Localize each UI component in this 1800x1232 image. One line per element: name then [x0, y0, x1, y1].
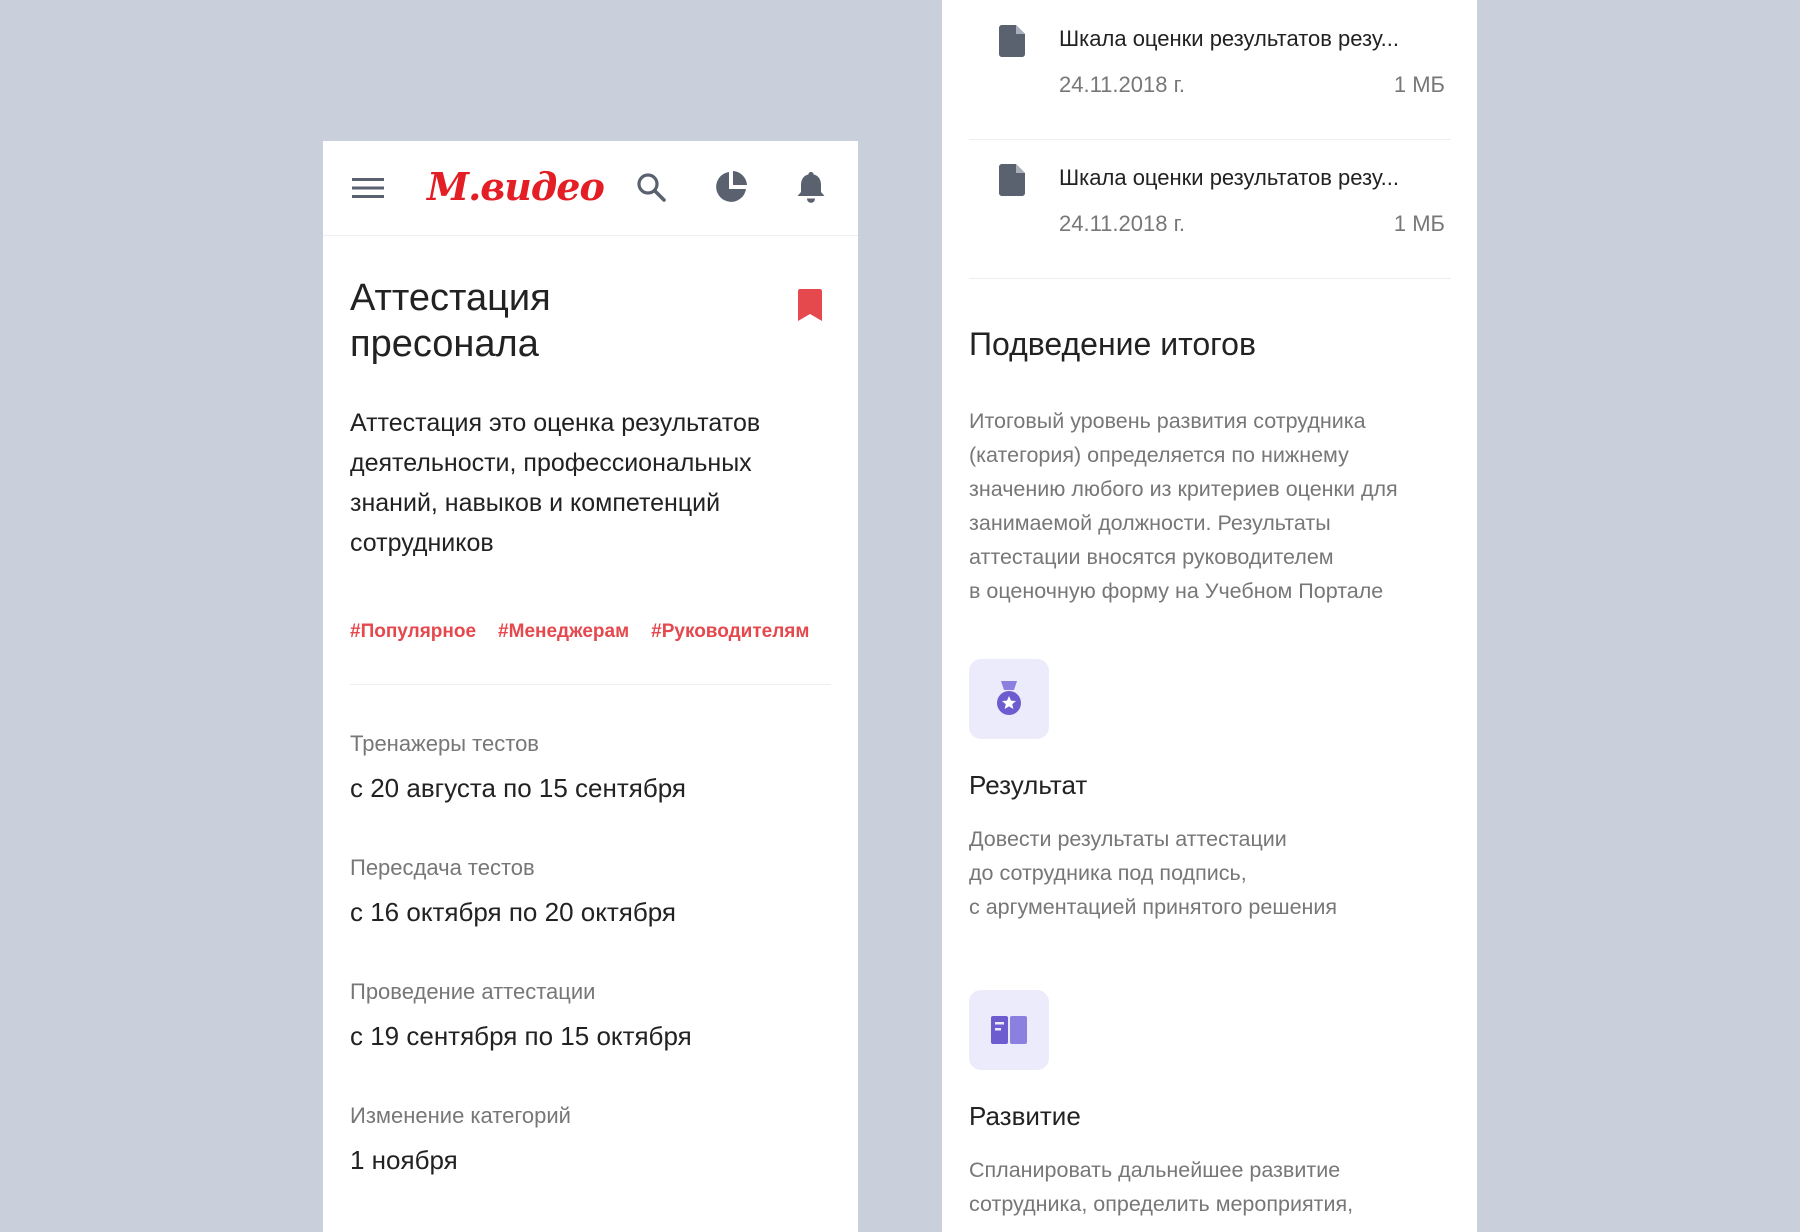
schedule-item — [350, 729, 830, 853]
tag-popular[interactable]: #Популярное — [350, 621, 477, 642]
document-icon — [999, 164, 1025, 201]
file-name: Шкала оценки результатов резу... — [1059, 26, 1400, 51]
search-icon[interactable] — [633, 169, 669, 205]
text-line: занимаемой должности. Результаты — [969, 511, 1331, 535]
title-line: пресонала — [350, 323, 539, 365]
title-line: Аттестация — [350, 277, 551, 319]
brand-logo[interactable]: М.видео — [427, 164, 604, 209]
feature-title: Развитие — [969, 1101, 1081, 1131]
schedule-value: 1 ноября — [350, 1145, 458, 1175]
schedule-item — [350, 853, 830, 977]
feature-text — [969, 822, 1449, 924]
book-icon — [969, 990, 1049, 1070]
text-line: (категория) определяется по нижнему — [969, 443, 1349, 467]
file-item[interactable] — [969, 139, 1451, 279]
text-line: до сотрудника под подпись, — [969, 861, 1247, 885]
section-title: Подведение итогов — [969, 326, 1256, 362]
medal-icon — [969, 659, 1049, 739]
file-date: 24.11.2018 г. — [1059, 211, 1186, 236]
schedule-list — [350, 729, 830, 1225]
schedule-value: с 20 августа по 15 сентября — [350, 773, 686, 803]
schedule-item — [350, 1101, 830, 1225]
section-text — [969, 404, 1459, 608]
article-description: Аттестация это оценка результатов деятельности, профессиональных знаний, навыков и компетенций сотрудников — [350, 409, 761, 557]
schedule-label: Тренажеры тестов — [350, 731, 539, 756]
schedule-item — [350, 977, 830, 1101]
schedule-label: Проведение аттестации — [350, 979, 596, 1004]
feature-title: Результат — [969, 770, 1088, 800]
text-line: в оценочную форму на Учебном Портале — [969, 579, 1384, 603]
page-title — [350, 275, 770, 367]
menu-icon[interactable] — [351, 171, 385, 205]
bookmark-icon[interactable] — [798, 289, 822, 326]
text-line: Итоговый уровень развития сотрудника — [969, 409, 1366, 433]
text-line: аттестации вносятся руководителем — [969, 545, 1334, 569]
schedule-value: с 19 сентября по 15 октября — [350, 1021, 692, 1051]
article-screen — [323, 141, 858, 1232]
file-size: 1 МБ — [1393, 211, 1445, 236]
file-name: Шкала оценки результатов резу... — [1059, 165, 1400, 190]
schedule-value: с 16 октября по 20 октября — [350, 897, 677, 927]
tag-managers[interactable]: #Менеджерам — [498, 621, 630, 642]
pie-chart-icon[interactable] — [713, 169, 749, 205]
summary-screen — [942, 0, 1477, 1232]
feature-text — [969, 1153, 1449, 1221]
text-line: с аргументацией принятого решения — [969, 895, 1338, 919]
divider — [350, 684, 831, 685]
schedule-label: Изменение категорий — [350, 1103, 571, 1128]
tag-leaders[interactable]: #Руководителям — [651, 621, 810, 642]
document-icon — [999, 25, 1025, 62]
bell-icon[interactable] — [793, 167, 829, 207]
text-line: значению любого из критериев оценки для — [969, 477, 1398, 501]
tag-list — [350, 621, 809, 643]
file-item[interactable] — [969, 0, 1451, 140]
file-size: 1 МБ — [1393, 72, 1445, 97]
schedule-label: Пересдача тестов — [350, 855, 535, 880]
text-line: сотрудника, определить мероприятия, — [969, 1192, 1354, 1216]
text-line: Довести результаты аттестации — [969, 827, 1287, 851]
text-line: Спланировать дальнейшее развитие — [969, 1158, 1341, 1182]
app-header — [323, 141, 858, 236]
file-date: 24.11.2018 г. — [1059, 72, 1186, 97]
